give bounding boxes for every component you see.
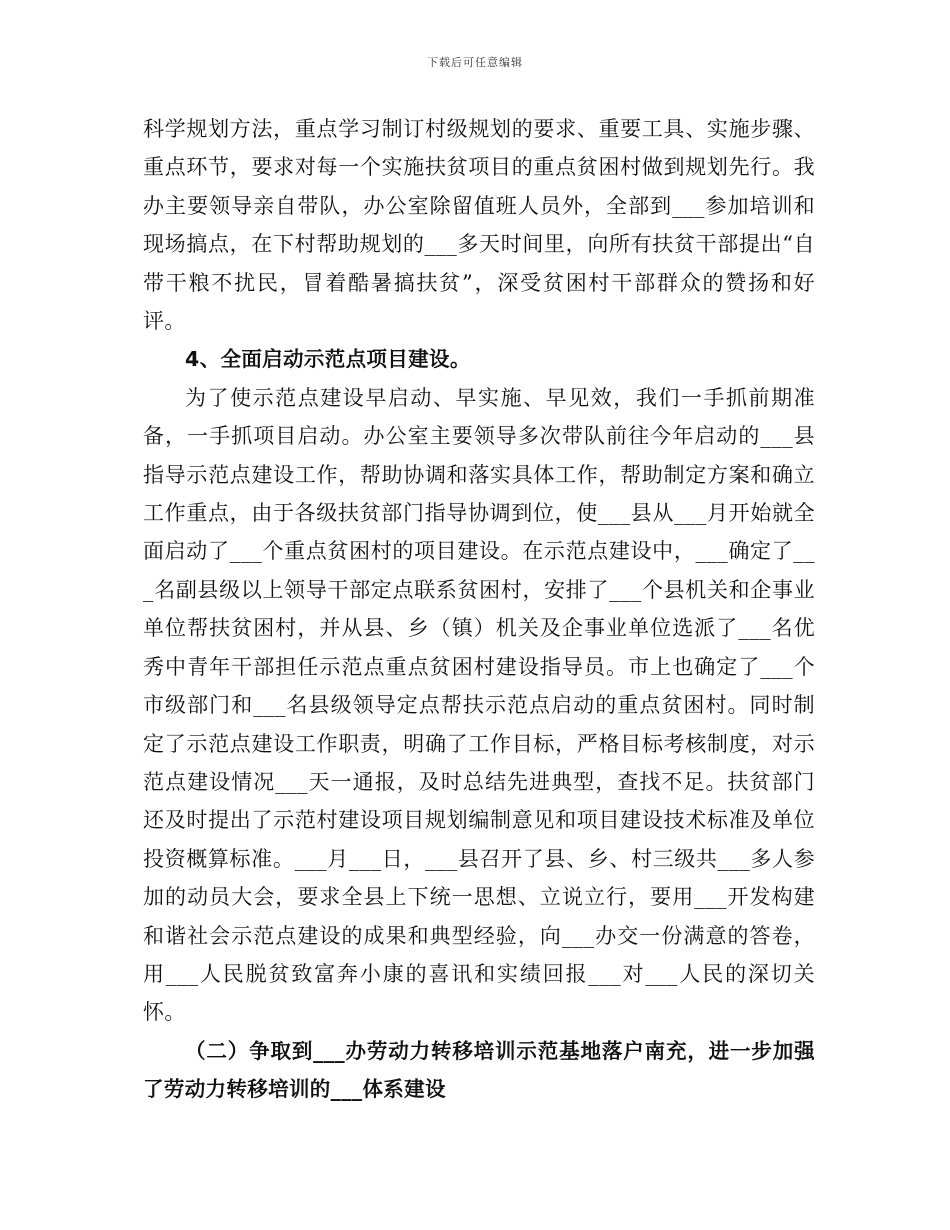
heading-section-2: （二）争取到___办劳动力转移培训示范基地落户南充，进一步加强了劳动力转移培训的___体系建设 xyxy=(143,1038,815,1102)
header-note: 下载后可任意编辑 xyxy=(427,56,523,69)
heading-section-4: 4、全面启动示范点项目建设。 xyxy=(185,347,471,372)
document-body xyxy=(143,110,815,1109)
paragraph-demo-sites: 为了使示范点建设早启动、早实施、早见效，我们一手抓前期准备，一手抓项目启动。办公室主要领导多次带队前往今年启动的___县指导示范点建设工作，帮助协调和落实具体工作，帮助制定方案和确立工作重点，由于各级扶贫部门指导协调到位，使___县从___月开始就全面启动了___个重点贫困村的项目建设。在示范点建设中，___确定了___名副县级以上领导干部定点联系贫困村，安排了___个县机关和企事业单位帮扶贫困村，并从县、乡（镇）机关及企事业单位选派了___名优秀中青年干部担任示范点重点贫困村建设指导员。市上也确定了___个市级部门和___名县级领导定点帮扶示范点启动的重点贫困村。同时制定了示范点建设工作职责，明确了工作目标，严格目标考核制度，对示范点建设情况___天一通报，及时总结先进典型，查找不足。扶贫部门还及时提出了示范村建设项目规划编制意见和项目建设技术标准及单位投资概算标准。___月___日，___县召开了县、乡、村三级共___多人参加的动员大会，要求全县上下统一思想、立说立行，要用___开发构建和谐社会示范点建设的成果和典型经验，向___办交一份满意的答卷，用___人民脱贫致富奔小康的喜讯和实绩回报___对___人民的深切关怀。 xyxy=(143,385,815,1025)
paragraph-planning: 科学规划方法，重点学习制订村级规划的要求、重要工具、实施步骤、重点环节，要求对每一个实施扶贫项目的重点贫困村做到规划先行。我办主要领导亲自带队，办公室除留值班人员外，全部到___参加培训和现场搞点，在下村帮助规划的___多天时间里，向所有扶贫干部提出“自带干粮不扰民，冒着酷暑搞扶贫”，深受贫困村干部群众的赞扬和好评。 xyxy=(143,117,815,334)
